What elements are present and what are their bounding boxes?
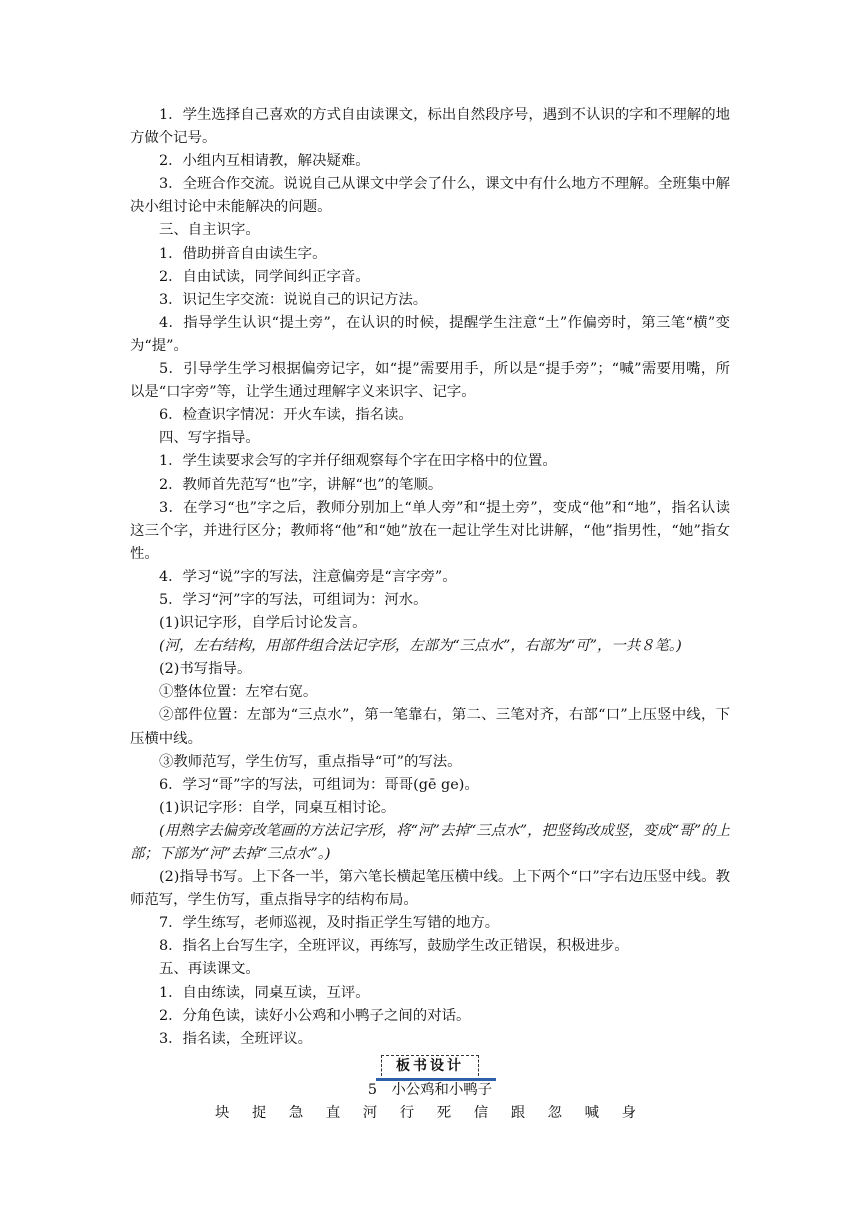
paragraph: ①整体位置：左窄右宽。 [159, 684, 318, 701]
paragraph: 4．学习“说”字的写法，注意偏旁是“言字旁”。 [159, 568, 457, 585]
board-design [130, 1055, 730, 1125]
paragraph: 6．检查识字情况：开火车读，指名读。 [159, 407, 413, 424]
lesson-body [130, 104, 730, 1051]
paragraph: 4．指导学生认识“提土旁”，在认识的时候，提醒学生注意“土”作偏旁时，第三笔“横”变为“提”。 [130, 314, 730, 354]
paragraph: 1．学生读要求会写的字并仔细观察每个字在田字格中的位置。 [159, 453, 557, 470]
paragraph: 2．教师首先范写“也”字，讲解“也”的笔顺。 [159, 476, 443, 493]
paragraph: 三、自主识字。 [159, 222, 260, 239]
paragraph: (2)书写指导。 [159, 661, 252, 678]
paragraph: 1．自由练读，同桌互读，互评。 [159, 984, 370, 1001]
paragraph: (1)识记字形：自学，同桌互相讨论。 [159, 799, 396, 816]
paragraph: 5．学习“河”字的写法，可组词为：河水。 [159, 591, 428, 608]
paragraph: 8．指名上台写生字，全班评议，再练写，鼓励学生改正错误，积极进步。 [159, 938, 629, 955]
paragraph: 2．分角色读，读好小公鸡和小鸭子之间的对话。 [159, 1007, 471, 1024]
note-paragraph: (用熟字去偏旁改笔画的方法记字形，将“河”去掉“三点水”，把竖钩改成竖，变成“哥”的上部；下部为“河”去掉“三点水”。) [130, 822, 730, 862]
paragraph: ②部件位置：左部为“三点水”，第一笔靠右，第二、三笔对齐，右部“口”上压竖中线，下压横中线。 [130, 707, 730, 747]
paragraph: 7．学生练写，老师巡视，及时指正学生写错的地方。 [159, 915, 500, 932]
board-heading: 板书设计 [381, 1055, 479, 1076]
paragraph: 3．识记生字交流：说说自己的识记方法。 [159, 291, 428, 308]
paragraph: 3．在学习“也”字之后，教师分别加上“单人旁”和“提土旁”，变成“他”和“地”，指名认读这三个字，并进行区分；教师将“他”和“她”放在一起让学生对比讲解，“他”指男性，“她”指女性。 [130, 499, 730, 562]
paragraph: 2．自由试读，同学间纠正字音。 [159, 268, 370, 285]
paragraph: (2)指导书写。上下各一半，第六笔长横起笔压横中线。上下两个“口”字右边压竖中线。教师范写，学生仿写，重点指导字的结构布局。 [130, 869, 730, 909]
paragraph: ③教师范写，学生仿写，重点指导“可”的写法。 [159, 753, 462, 770]
board-characters: 块 捉 急 直 河 行 死 信 跟 忽 喊 身 [214, 1104, 645, 1121]
board-heading-box [130, 1055, 730, 1079]
board-lesson-title: 5 小公鸡和小鸭子 [367, 1081, 493, 1098]
paragraph: 1．借助拼音自由读生字。 [159, 245, 327, 262]
paragraph: 6．学习“哥”字的写法，可组词为：哥哥(gē ge)。 [159, 776, 479, 793]
paragraph: 5．引导学生学习根据偏旁记字，如“提”需要用手，所以是“提手旁”；“喊”需要用嘴，所以是“口字旁”等，让学生通过理解字义来识字、记字。 [130, 361, 730, 401]
paragraph: 3．指名读，全班评议。 [159, 1030, 313, 1047]
note-paragraph: (河，左右结构，用部件组合法记字形，左部为“三点水”，右部为“可”，一共８笔。) [159, 638, 682, 655]
paragraph: 2．小组内互相请教，解决疑难。 [159, 153, 370, 170]
paragraph: 1．学生选择自己喜欢的方式自由读课文，标出自然段序号，遇到不认识的字和不理解的地方做个记号。 [130, 107, 730, 147]
paragraph: 四、写字指导。 [159, 430, 260, 447]
paragraph: (1)识记字形，自学后讨论发言。 [159, 615, 367, 632]
paragraph: 3．全班合作交流。说说自己从课文中学会了什么，课文中有什么地方不理解。全班集中解决小组讨论中未能解决的问题。 [130, 176, 730, 216]
paragraph: 五、再读课文。 [159, 961, 260, 978]
